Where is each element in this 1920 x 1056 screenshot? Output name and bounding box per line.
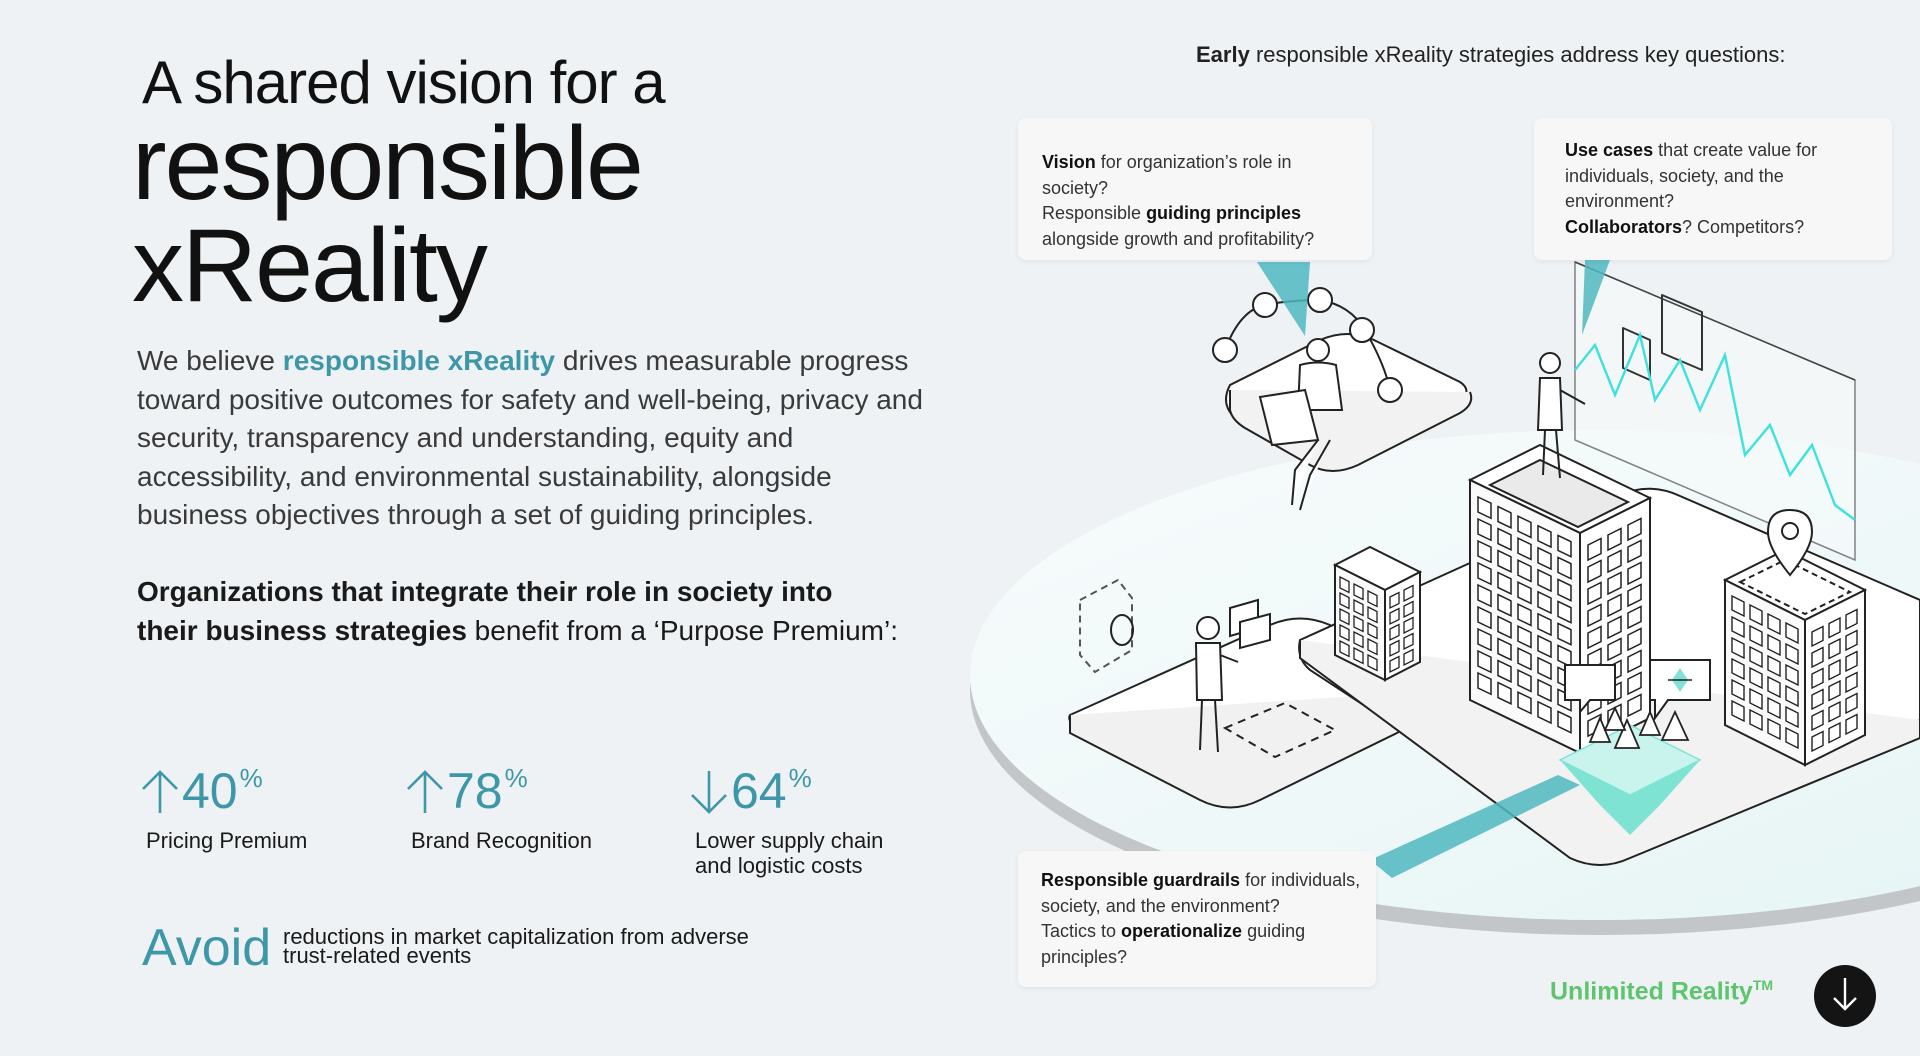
use-cases-text-1: that create value for — [1653, 140, 1818, 160]
guardrails-text-3: Tactics to — [1041, 921, 1122, 941]
arrow-down-icon — [1831, 976, 1859, 1017]
stat-value: 64 — [731, 763, 787, 819]
vision-text-3: alongside growth and profitability? — [1042, 228, 1315, 249]
stat-label — [689, 828, 883, 878]
arrow-up-icon — [140, 765, 182, 824]
key-questions-heading — [1196, 42, 1785, 68]
brand-name: Unlimited Reality — [1550, 977, 1753, 1006]
avoid-line-2: trust-related events — [283, 943, 472, 968]
stat-label: Pricing Premium — [146, 828, 308, 853]
purpose-bold-line-2: their business strategies — [137, 614, 467, 646]
guardrails-text-1: for individuals, — [1240, 870, 1361, 890]
purpose-bold-line-1: Organizations that integrate their role in society into — [137, 576, 833, 607]
vision-text-1: for organization’s role in society? — [1042, 152, 1292, 198]
operationalize-bold: operationalize — [1121, 921, 1243, 941]
vision-bold: Vision — [1042, 152, 1096, 172]
stat-label-line-2: and logistic costs — [695, 853, 863, 878]
arrow-down-icon — [689, 765, 731, 824]
avoid-description — [283, 924, 803, 968]
guardrails-bold: Responsible guardrails — [1041, 870, 1241, 890]
guardrails-question-card — [1018, 851, 1376, 987]
guardrails-text-5: principles? — [1041, 946, 1128, 967]
stat-brand-recognition — [405, 765, 592, 853]
stat-value-row — [689, 765, 883, 824]
title-line-1: A shared vision for a — [142, 49, 665, 116]
avoid-heading: Avoid — [142, 919, 272, 977]
intro-paragraph — [137, 342, 927, 535]
guardrails-text-2: society, and the environment? — [1041, 895, 1280, 916]
avoid-line-1: reductions in market capitalization from adverse — [283, 924, 749, 949]
title-line-3: xReality — [132, 208, 486, 324]
stat-label-line-1: Lower supply chain — [695, 828, 884, 853]
use-cases-question-card — [1534, 118, 1892, 260]
isometric-city-illustration — [960, 170, 1920, 970]
brand-trademark: TM — [1752, 977, 1774, 993]
intro-highlight: responsible xReality — [282, 345, 556, 376]
guiding-principles-bold: guiding principles — [1146, 203, 1302, 223]
stat-value-row — [140, 765, 307, 824]
stat-value-row — [405, 765, 592, 824]
early-bold: Early — [1196, 42, 1250, 67]
stat-unit: % — [504, 763, 528, 793]
early-rest: responsible xReality strategies address key questions: — [1249, 42, 1786, 67]
stat-unit: % — [788, 763, 812, 793]
stat-value: 40 — [182, 763, 238, 819]
use-cases-text-4: ? Competitors? — [1682, 216, 1805, 237]
title-line-2: responsible — [132, 106, 642, 222]
guardrails-text-4: guiding — [1242, 921, 1306, 941]
arrow-up-icon — [405, 765, 447, 824]
collaborators-bold: Collaborators — [1565, 216, 1683, 237]
vision-text-2: Responsible — [1042, 203, 1147, 223]
intro-text-start: We believe — [137, 345, 283, 376]
intro-text-end: drives measurable progress toward positive outcomes for safety and well-being, privacy and security, transparency and understanding, equity and accessibility, and environmental sustainability, alongside business objectives through a set of guiding principles. — [137, 345, 923, 530]
stat-pricing-premium — [140, 765, 307, 853]
stat-label: Brand Recognition — [411, 828, 593, 853]
purpose-premium-statement — [137, 573, 937, 650]
use-cases-text-3: environment? — [1565, 191, 1675, 211]
vision-question-card — [1018, 118, 1372, 260]
stat-value: 78 — [447, 763, 503, 819]
scroll-down-button[interactable] — [1814, 965, 1876, 1027]
stat-supply-chain — [689, 765, 883, 878]
brand-logo — [1550, 977, 1773, 1006]
stat-unit: % — [239, 763, 263, 793]
use-cases-text-2: individuals, society, and the — [1565, 165, 1784, 186]
purpose-rest: benefit from a ‘Purpose Premium’: — [466, 614, 898, 646]
use-cases-bold: Use cases — [1565, 140, 1654, 160]
